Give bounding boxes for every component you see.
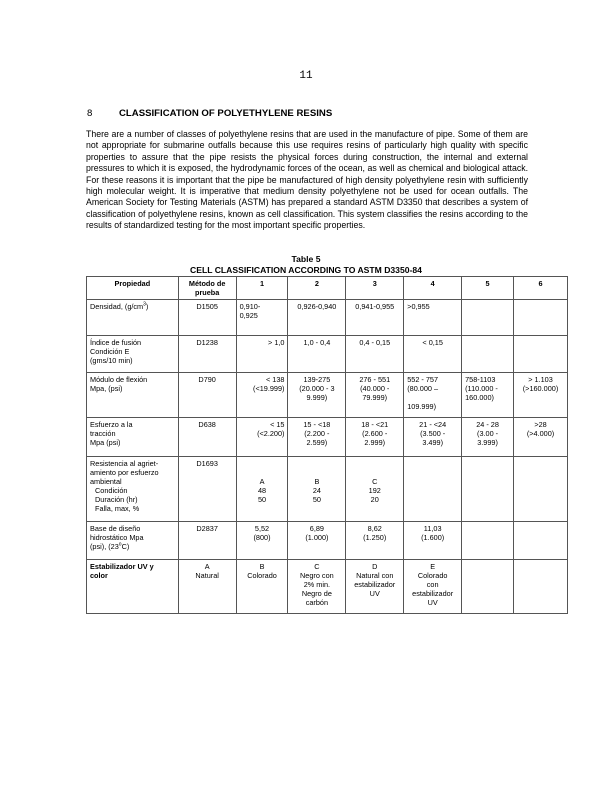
- cell-value: < 15 (<2.200): [236, 418, 288, 457]
- header-col-4: 4: [404, 277, 462, 300]
- cell-method: D1505: [178, 300, 236, 336]
- cell-method: D1693: [178, 457, 236, 522]
- row-label-melt-index: Índice de fusión Condición E (gms/10 min): [87, 336, 179, 373]
- cell-value: 758-1103 (110.000 - 160.000): [462, 373, 514, 418]
- cell-empty: [462, 336, 514, 373]
- cell-value: 0,4 - 0,15: [346, 336, 404, 373]
- header-col-1: 1: [236, 277, 288, 300]
- cell-method: A Natural: [178, 560, 236, 614]
- cell-value: < 0,15: [404, 336, 462, 373]
- table-row: [87, 373, 568, 418]
- cell-value: B Colorado: [236, 560, 288, 614]
- cell-value: >28 (>4.000): [514, 418, 568, 457]
- row-label-flex-modulus: Módulo de flexión Mpa, (psi): [87, 373, 179, 418]
- section-title: CLASSIFICATION OF POLYETHYLENE RESINS: [119, 108, 333, 119]
- cell-empty: [514, 522, 568, 560]
- cell-value: 276 - 551 (40.000 - 79.999): [346, 373, 404, 418]
- section-number: 8: [87, 108, 93, 119]
- header-col-2: 2: [288, 277, 346, 300]
- cell-empty: [514, 336, 568, 373]
- row-label-stress-crack: Resistencia al agriet- amiento por esfuerzo ambiental Condición Duración (hr) Falla, max, %: [87, 457, 179, 522]
- table-row: [87, 522, 568, 560]
- table-row: [87, 418, 568, 457]
- section-paragraph: There are a number of classes of polyethylene resins that are used in the manufacture of pipe. Some of them are not appropriate for submarine outfalls because this use requires resins of particularly high quality with specific properties to assure that the pipe resists the physical forces during construction, the internal and external pressures to which it is exposed, the hydrodynamic forces of the ocean, as well as chemical and biological attack. For these reasons it is important that the pipe be manufactured of high density polyethylene resin with sufficiently high molecular weight. It is imperative that medium density polyethylene not be used for ocean outfalls. The American Society for Testing Materials (ASTM) has prepared a standard ASTM D3350 that describes a system of classification of polyethylene resins, known as cell classification. This system classifies the resins according to the results of standardized testing for the most important specific properties.: [86, 129, 528, 231]
- cell-value: > 1.103 (>160.000): [514, 373, 568, 418]
- table-caption: [0, 254, 612, 275]
- table-row: [87, 560, 568, 614]
- cell-value: D Natural con estabilizador UV: [346, 560, 404, 614]
- cell-value: 21 - <24 (3.500 - 3.499): [404, 418, 462, 457]
- table-row: [87, 457, 568, 522]
- cell-value: C 192 20: [346, 457, 404, 522]
- header-method-line1: Método de: [188, 279, 226, 288]
- row-label-density: Densidad, $(g/cm^3)$: [87, 300, 179, 336]
- header-col-3: 3: [346, 277, 404, 300]
- cell-empty: [462, 522, 514, 560]
- row-label-hydrostatic: Base de diseño hidrostático Mpa (psi), (23$^o$C): [87, 522, 179, 560]
- cell-value: 139-275 (20.000 - 3 9.999): [288, 373, 346, 418]
- cell-value: 24 - 28 (3.00 - 3.999): [462, 418, 514, 457]
- cell-value: 5,52 (800): [236, 522, 288, 560]
- section-heading: [87, 108, 332, 119]
- cell-value: B 24 50: [288, 457, 346, 522]
- header-property: Propiedad: [87, 277, 179, 300]
- table-row: [87, 336, 568, 373]
- cell-value: E Colorado con estabilizador UV: [404, 560, 462, 614]
- cell-value: 6,89 (1.000): [288, 522, 346, 560]
- cell-value: >0,955: [404, 300, 462, 336]
- table-label: Table 5: [291, 254, 321, 264]
- cell-method: D1238: [178, 336, 236, 373]
- header-col-5: 5: [462, 277, 514, 300]
- cell-empty: [514, 560, 568, 614]
- cell-value: 11,03 (1.600): [404, 522, 462, 560]
- cell-value: 18 - <21 (2.600 - 2.999): [346, 418, 404, 457]
- row-label-uv-stabilizer: Estabilizador UV y color: [87, 560, 179, 614]
- cell-value: 0,941-0,955: [346, 300, 404, 336]
- cell-value: 1,0 - 0,4: [288, 336, 346, 373]
- table-title: CELL CLASSIFICATION ACCORDING TO ASTM D3350-84: [190, 264, 422, 275]
- header-method: [178, 277, 236, 300]
- cell-empty: [514, 457, 568, 522]
- row-label-tensile: Esfuerzo a la tracción Mpa (psi): [87, 418, 179, 457]
- cell-classification-table: [86, 276, 568, 614]
- cell-value: 15 - <18 (2.200 - 2.599): [288, 418, 346, 457]
- cell-value: 0,926-0,940: [288, 300, 346, 336]
- header-method-line2: prueba: [194, 288, 220, 297]
- cell-empty: [514, 300, 568, 336]
- page-number: 11: [299, 70, 313, 82]
- cell-method: D790: [178, 373, 236, 418]
- cell-value: 0,910- 0,925: [236, 300, 288, 336]
- cell-empty: [462, 300, 514, 336]
- cell-method: D2837: [178, 522, 236, 560]
- cell-value: A 48 50: [236, 457, 288, 522]
- cell-value: C Negro con 2% min. Negro de carbón: [288, 560, 346, 614]
- table-row: [87, 300, 568, 336]
- cell-value: > 1,0: [236, 336, 288, 373]
- cell-value: 552 - 757 (80.000 – 109.999): [404, 373, 462, 418]
- cell-empty: [462, 457, 514, 522]
- cell-value: < 138 (<19.999): [236, 373, 288, 418]
- cell-empty: [462, 560, 514, 614]
- cell-method: D638: [178, 418, 236, 457]
- cell-value: 8,62 (1.250): [346, 522, 404, 560]
- header-col-6: 6: [514, 277, 568, 300]
- cell-empty: [404, 457, 462, 522]
- table-header-row: [87, 277, 568, 300]
